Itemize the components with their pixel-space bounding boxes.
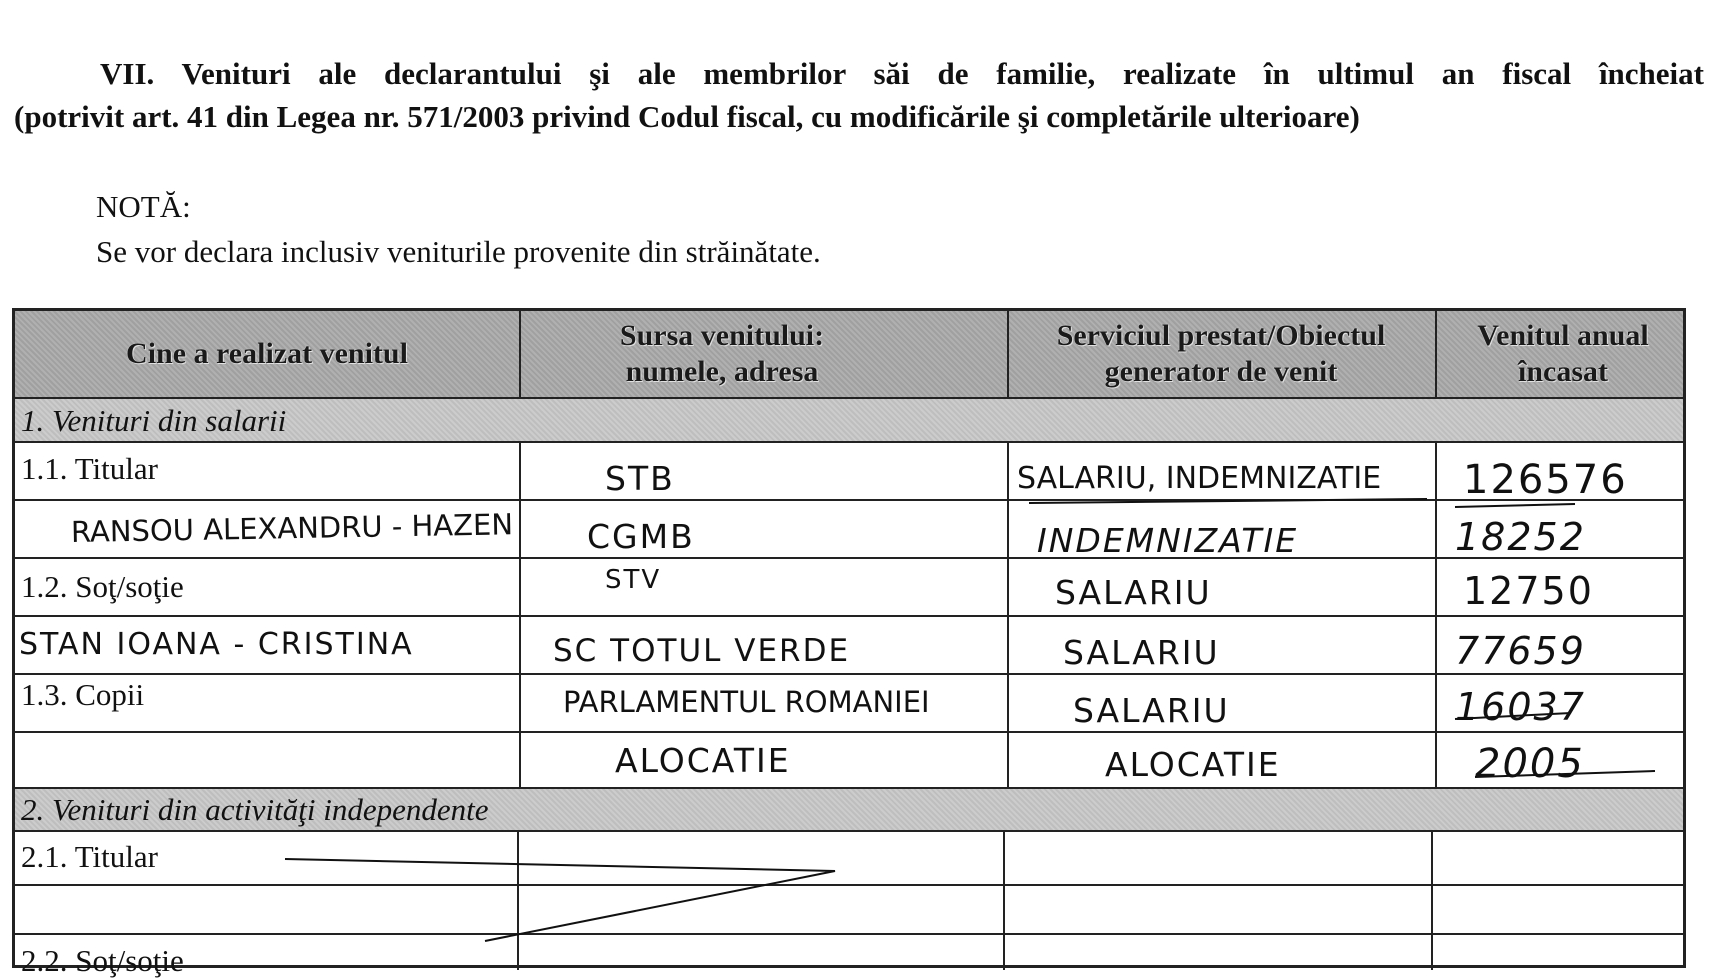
row-label-sot-2: 2.2. Soţ/soţie [21,943,184,978]
hw-r4-who: STAN IOANA - CRISTINA [19,627,414,662]
hw-r6-service: ALOCATIE [1105,745,1281,784]
row-label-sot: 1.2. Soţ/soţie [21,569,184,604]
income-table [12,308,1686,978]
hw-r3-amount: 12750 [1463,569,1594,613]
section-heading [14,52,1704,138]
col-header-service: Serviciul prestat/Obiectul generator de venit [1056,318,1386,388]
underline-stroke [1455,504,1575,507]
hw-r6-source: ALOCATIE [615,741,791,780]
hw-r5-service: SALARIU [1073,691,1230,730]
underline-stroke [1029,499,1427,503]
section-1-title: 1. Venituri din salarii [21,403,287,438]
hw-r2-who: RANSOU ALEXANDRU - HAZEN [70,507,514,549]
hw-r4-amount: 77659 [1455,629,1586,673]
hw-r5-amount: 16037 [1455,685,1586,729]
hw-r3-service: SALARIU [1055,573,1212,612]
heading-line-1: VII. Venituri ale declarantului şi ale membrilor săi de familie, realizate în ultimul an fiscal încheiat [100,56,1704,91]
row-label-titular-2: 2.1. Titular [21,839,158,874]
col-header-who: Cine a realizat venitul [126,336,408,370]
col-header-source: Sursa venitului: numele, adresa [619,318,825,388]
hw-r2-service: INDEMNIZATIE [1037,521,1299,560]
hw-r1-source: STB [605,459,675,498]
cross-out-stroke [285,859,835,941]
underline-stroke [1475,771,1655,777]
heading-line-2: (potrivit art. 41 din Legea nr. 571/2003 privind Codul fiscal, cu modificările şi completările ulterioare) [14,99,1360,134]
underline-stroke [1455,713,1571,719]
pen-strokes [15,311,1683,965]
hw-r2-amount: 18252 [1455,515,1586,559]
hw-r4-source: SC TOTUL VERDE [553,633,851,669]
hw-r4-service: SALARIU [1063,633,1220,672]
note-block [96,184,821,274]
note-text: Se vor declara inclusiv veniturile provenite din străinătate. [96,234,821,269]
hw-r1-amount: 126576 [1463,457,1628,503]
hw-r5-source: PARLAMENTUL ROMANIEI [563,685,930,719]
note-label: NOTĂ: [96,189,191,224]
hw-r6-amount: 2005 [1475,741,1585,787]
section-2-title: 2. Venituri din activităţi independente [21,792,489,827]
hw-r1-service: SALARIU, INDEMNIZATIE [1017,461,1382,496]
hw-r2-source: CGMB [587,517,695,556]
row-label-titular: 1.1. Titular [21,451,158,486]
row-label-copii: 1.3. Copii [21,677,145,712]
hw-r3-source: STV [605,565,662,595]
col-header-amount: Venitul anual încasat [1477,318,1649,388]
